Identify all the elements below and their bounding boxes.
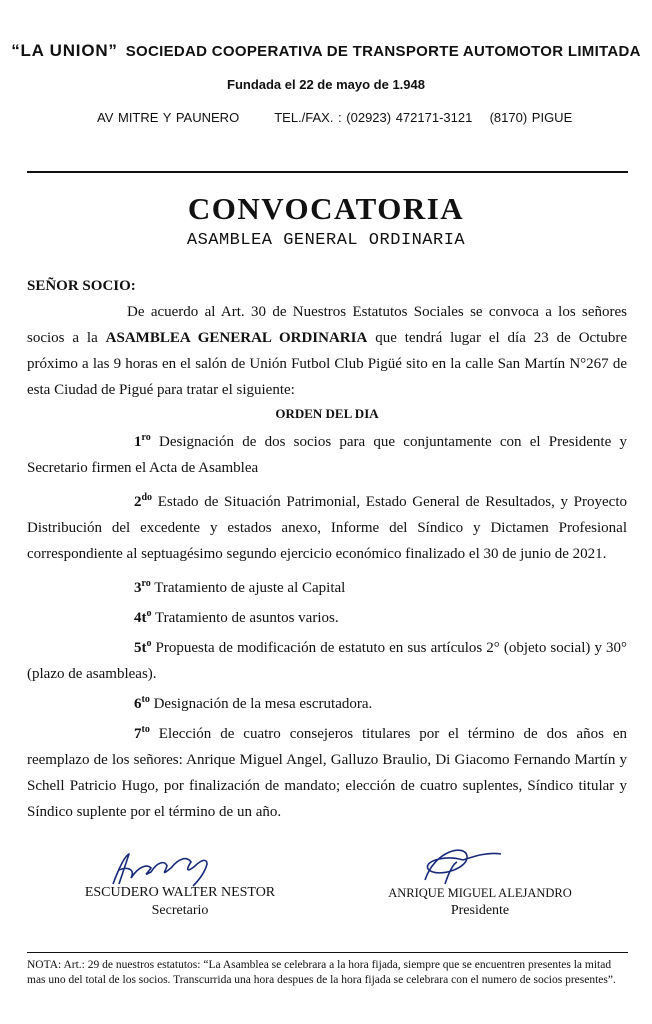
footnote: NOTA: Art.: 29 de nuestros estatutos: “La Asamblea se celebrara a la hora fijada, siempre que se encuentren presentes la mitad mas uno del total de los socios. Transcurrida una hora despues de la hora fijada se celebrara con el numero de socios presentes”. (27, 959, 616, 986)
postal-code: (8170) PIGUE (489, 110, 573, 125)
document-title: CONVOCATORIA (187, 191, 465, 226)
secretary-block (60, 884, 300, 920)
document-subtitle: ASAMBLEA GENERAL ORDINARIA (186, 231, 466, 250)
phone: TEL./FAX. : (02923) 472171-3121 (274, 110, 473, 125)
header-divider (27, 171, 628, 173)
secretary-name: ESCUDERO WALTER NESTOR (84, 885, 276, 900)
agenda-number: $3^{ro}$ (134, 578, 151, 596)
agenda-number: $6^{to}$ (134, 694, 150, 712)
company-name: “LA UNION” (11, 41, 118, 60)
intro-bold: ASAMBLEA GENERAL ORDINARIA (105, 330, 368, 346)
founded-date: Fundada el 22 de mayo de 1.948 (227, 77, 425, 92)
agenda-item: $7^{to}$ Elección de cuatro consejeros titulares por el término de dos años en reemplazo de los señores: Anrique Miguel Angel, Galluzo Braulio, Di Giacomo Fernando Martín y Schell Patricio Hugo, por finalización de mandato; elección de cuatro suplentes, Síndico titular y Síndico suplente por el término de un año. (27, 724, 627, 820)
document-body (27, 299, 627, 825)
letterhead-line (0, 41, 652, 61)
address: AV MITRE Y PAUNERO (97, 110, 240, 125)
agenda-title: ORDEN DEL DIA (275, 406, 379, 421)
company-type: SOCIEDAD COOPERATIVA DE TRANSPORTE AUTOMOTOR LIMITADA (125, 43, 641, 60)
president-role: Presidente (450, 903, 510, 918)
president-block (350, 884, 610, 920)
intro-text-rest: que tendrá lugar el día 23 de Octubre próximo a las 9 horas en el salón de Unión Futbol Club Pigüé sito en la calle San Martín N°267 de esta Ciudad de Pigué para tratar el siguiente: (27, 330, 628, 398)
intro-text: De acuerdo al Art. 30 de Nuestros Estatutos Sociales se convoca a los señores socios a la (27, 304, 627, 346)
agenda-item: $5t^o$ Propuesta de modificación de estatuto en sus artículos 2° (objeto social) y 30° (plazo de asambleas). (27, 638, 627, 682)
note-divider (27, 952, 628, 953)
agenda-number: $1^{ro}$ (134, 432, 151, 450)
intro-paragraph (27, 299, 627, 403)
contact-line (97, 110, 572, 125)
agenda-number: $7^{to}$ (134, 724, 150, 742)
secretary-role: Secretario (151, 903, 209, 918)
salutation: SEÑOR SOCIO: (27, 278, 136, 294)
president-signature (405, 840, 515, 890)
agenda-item: $6^{to}$ Designación de la mesa escrutadora. (134, 694, 373, 712)
president-name: ANRIQUE MIGUEL ALEJANDRO (388, 886, 572, 900)
agenda-number: $5t^o$ (134, 638, 152, 656)
agenda-item: $4t^o$ Tratamiento de asuntos varios. (134, 608, 339, 626)
agenda-item: $3^{ro}$ Tratamiento de ajuste al Capital (134, 578, 346, 596)
agenda-number: $4t^o$ (134, 608, 152, 626)
agenda-item: $2^{do}$ Estado de Situación Patrimonial, Estado General de Resultados, y Proyecto Distribución del excedente y estados anexo, Informe del Síndico y Dictamen Profesional correspondiente al septuagésimo segundo ejercicio económico finalizado el 30 de junio de 2021. (27, 492, 627, 562)
agenda-number: $2^{do}$ (134, 492, 153, 510)
agenda-item: $1^{ro}$ Designación de dos socios para que conjuntamente con el Presidente y Secretario firmen el Acta de Asamblea (27, 432, 627, 476)
